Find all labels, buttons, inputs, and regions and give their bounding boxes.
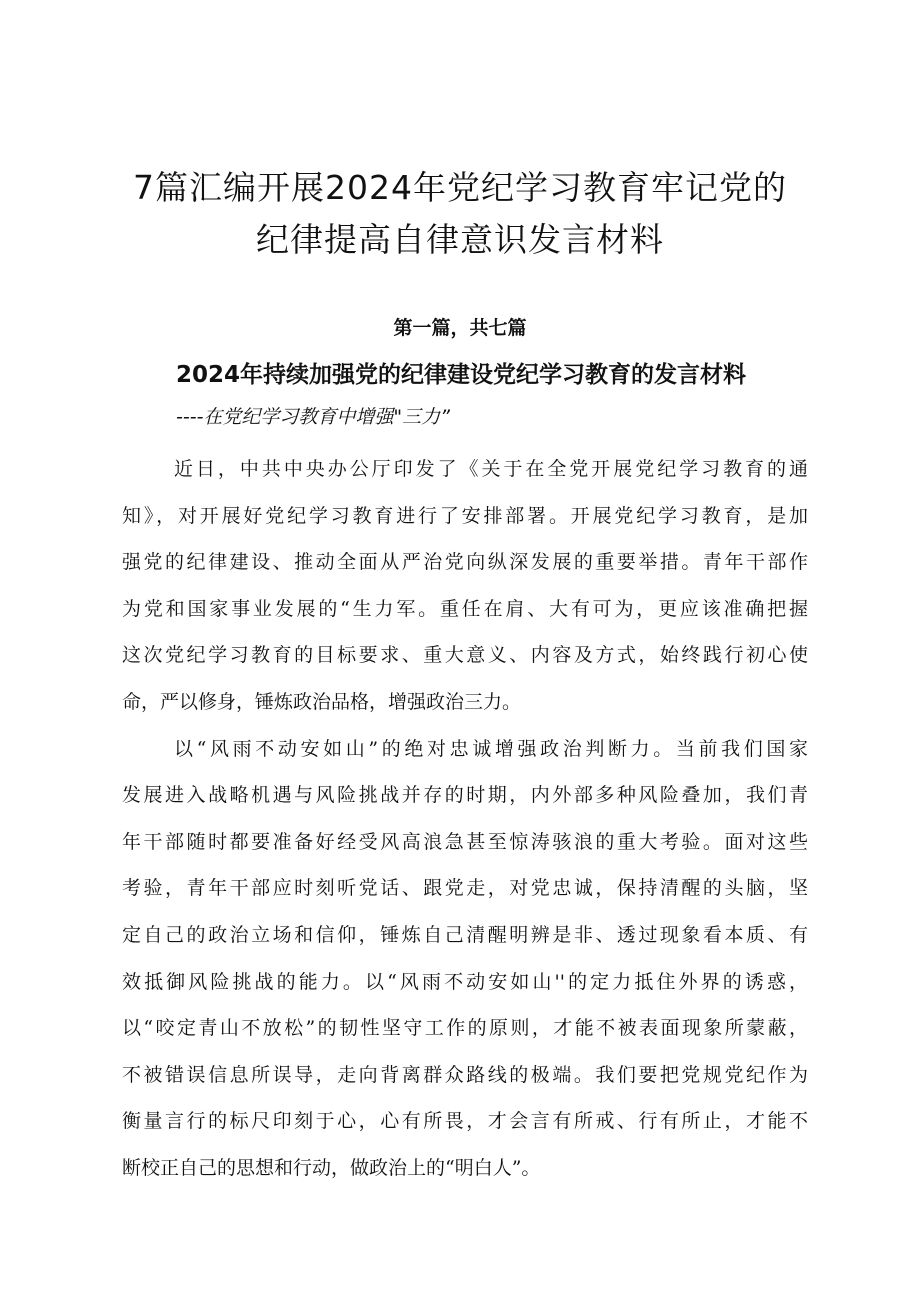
paragraph-line: 效抵御风险挑战的能力。以“风雨不动安如山''的定力抵住外界的诱惑， — [122, 970, 808, 993]
title-line-1: 7篇汇编开展2024年党纪学习教育牢记党的 — [133, 168, 787, 207]
paragraph-line: 以“风雨不动安如山”的绝对忠诚增强政治判断力。当前我们国家 — [174, 737, 808, 760]
paragraph-2 — [122, 726, 808, 1192]
section-subtitle: 2024年持续加强党的纪律建设党纪学习教育的发言材料 — [176, 362, 747, 388]
paragraph-line: 定自己的政治立场和信仰，锤炼自己清醒明辨是非、透过现象看本质、有 — [122, 923, 808, 946]
paragraph-line: 命，严以修身，锤炼政治品格，增强政治三力。 — [122, 690, 522, 713]
paragraph-line: 近日，中共中央办公厅印发了《关于在全党开展党纪学习教育的通 — [174, 458, 808, 480]
paragraph-line: 这次党纪学习教育的目标要求、重大意义、内容及方式，始终践行初心使 — [122, 644, 808, 667]
paragraph-line: 年干部随时都要准备好经受风高浪急甚至惊涛骇浪的重大考验。面对这些 — [122, 830, 808, 853]
paragraph-line: 以“咬定青山不放松”的韧性坚守工作的原则，才能不被表面现象所蒙蔽， — [122, 1017, 808, 1040]
paragraph-line: 发展进入战略机遇与风险挑战并存的时期，内外部多种风险叠加，我们青 — [122, 784, 808, 807]
paragraph-line: 强党的纪律建设、推动全面从严治党向纵深发展的重要举措。青年干部作 — [122, 551, 808, 574]
document-body — [122, 446, 808, 1192]
paragraph-line: 衡量言行的标尺印刻于心，心有所畏，才会言有所戒、行有所止，才能不 — [122, 1110, 808, 1133]
paragraph-line: 知》，对开展好党纪学习教育进行了安排部署。开展党纪学习教育，是加 — [122, 504, 808, 527]
section-tagline: ----在党纪学习教育中增强"三力” — [176, 406, 451, 428]
paragraph-line: 为党和国家事业发展的“生力军。重任在肩、大有可为，更应该准确把握 — [122, 597, 808, 620]
paragraph-line: 考验，青年干部应时刻听党话、跟党走，对党忠诚，保持清醒的头脑，坚 — [122, 877, 808, 900]
paragraph-line: 不被错误信息所误导，走向背离群众路线的极端。我们要把党规党纪作为 — [122, 1063, 808, 1086]
paragraph-line: 断校正自己的思想和行动，做政治上的“明白人”。 — [122, 1156, 541, 1179]
title-line-2: 纪律提高自律意识发言材料 — [256, 220, 664, 259]
paragraph-1 — [122, 446, 808, 726]
chapter-heading: 第一篇，共七篇 — [393, 317, 527, 339]
document-title — [100, 162, 820, 266]
